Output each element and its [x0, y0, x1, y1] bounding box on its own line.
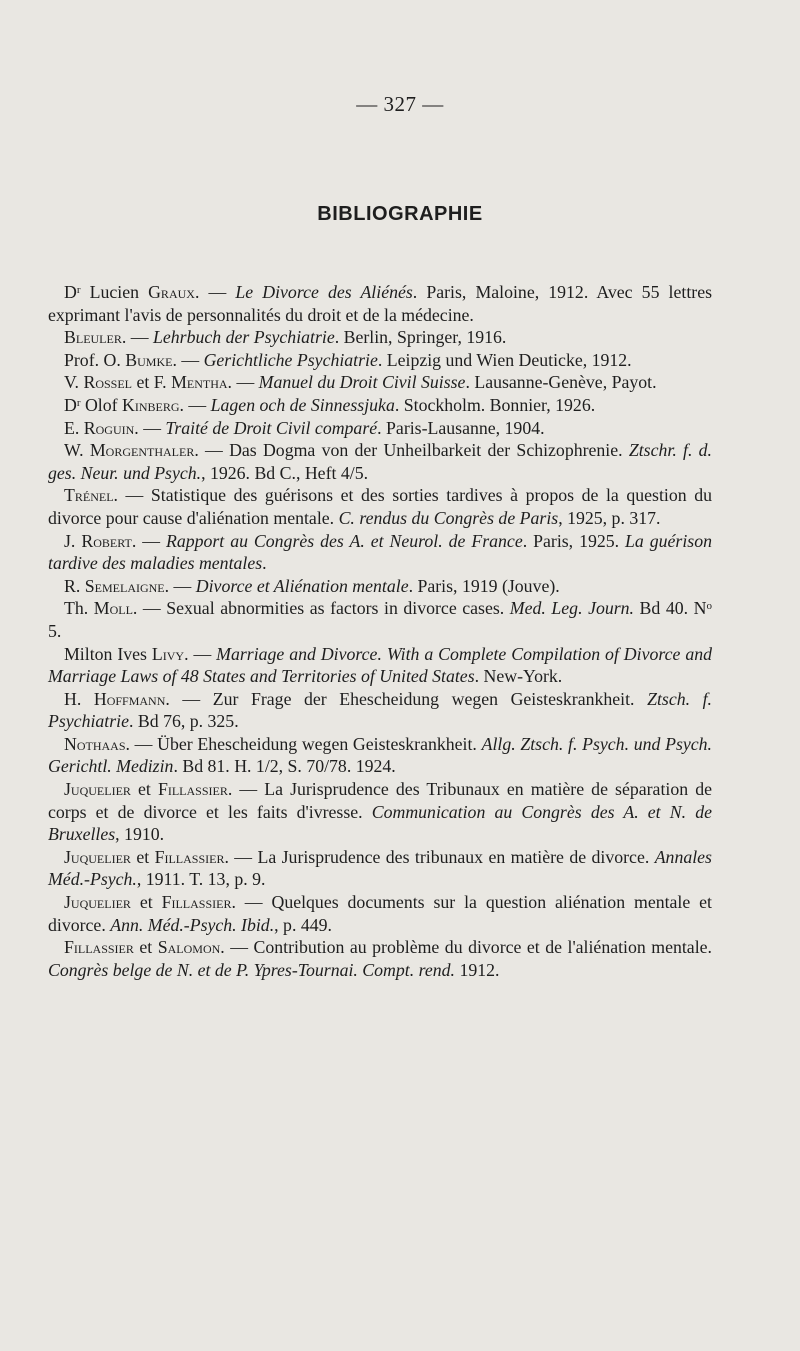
author-name: Robert: [81, 530, 132, 551]
bibliography-entry: [48, 371, 712, 394]
work-title: Lehrbuch der Psychiatrie: [152, 327, 335, 348]
author-name: Graux: [148, 282, 195, 302]
entry-text: D: [64, 394, 77, 415]
entry-text: . —: [179, 394, 211, 415]
work-title: Rapport au Congrès des A. et Neurol. de France: [165, 530, 523, 551]
entry-text: Prof. O.: [64, 349, 126, 370]
work-title: Gerichtliche Psychiatrie: [203, 349, 378, 370]
work-title: Annales Méd.-Psych.: [48, 846, 712, 890]
bibliography-entry: [48, 349, 712, 372]
entry-text: . Bd 76, p. 325.: [128, 711, 239, 732]
entry-text: , 1925, p. 317.: [558, 507, 661, 528]
entry-text: . —: [194, 282, 236, 302]
superscript: o: [706, 600, 712, 613]
author-name: Fillassier: [64, 937, 134, 958]
work-title: La guérison tardive des maladies mentales: [48, 530, 712, 574]
author-name: Morgenthaler: [89, 440, 195, 461]
work-title: Traité de Droit Civil comparé: [165, 417, 378, 438]
bibliography-entry: [48, 326, 712, 349]
bibliography-entry: [48, 575, 712, 598]
entry-text: . — Quelques documents sur la question aliénation mentale et divorce.: [48, 892, 712, 935]
work-title: Ann. Méd.-Psych. Ibid.: [110, 914, 275, 935]
author-name: Rossel: [83, 372, 132, 393]
entry-text: Olof: [80, 394, 122, 415]
bibliography-list: [48, 281, 712, 981]
bibliography-entry: [48, 417, 712, 440]
author-name: Trénel: [64, 485, 114, 506]
entry-text: . Paris, 1919 (Jouve).: [408, 575, 560, 596]
bibliography-entry: [48, 688, 712, 733]
work-title: Le Divorce des Aliénés: [235, 282, 413, 302]
entry-text: . Bd 81. H. 1/2, S. 70/78. 1924.: [173, 756, 396, 777]
bibliography-entry: [48, 936, 712, 981]
author-name: Kinberg: [122, 394, 180, 415]
bibliography-entry: [48, 439, 712, 484]
entry-text: . Lausanne-Genève, Payot.: [465, 372, 657, 393]
author-name: Fillassier: [161, 892, 232, 913]
entry-text: . — Das Dogma von der Unheilbarkeit der Schizophrenie.: [194, 440, 629, 461]
work-title: Allg. Ztsch. f. Psych. und Psych. Gerichtl. Medizin: [48, 733, 712, 777]
entry-text: . — Über Ehescheidung wegen Geisteskrankheit.: [125, 733, 482, 754]
author-name: Juquelier: [64, 892, 131, 913]
entry-text: Th.: [64, 598, 94, 619]
entry-text: , p. 449.: [274, 914, 332, 935]
work-title: Lagen och de Sinnessjuka: [210, 394, 395, 415]
author-name: Hoffmann: [93, 688, 166, 709]
section-heading: BIBLIOGRAPHIE: [317, 203, 483, 225]
entry-text: H.: [64, 688, 94, 709]
author-name: Fillassier: [157, 779, 228, 800]
work-title: Manuel du Droit Civil Suisse: [258, 372, 466, 393]
entry-text: J.: [64, 530, 82, 551]
entry-text: .: [262, 553, 267, 574]
entry-text: . — La Jurisprudence des Tribunaux en matière de séparation de corps et de divorce et les faits d'ivresse.: [48, 779, 712, 822]
work-title: Ztsch. f. Psychiatrie: [48, 688, 713, 732]
entry-text: . Stockholm. Bonnier, 1926.: [394, 394, 596, 415]
author-name: Juquelier: [64, 779, 131, 800]
entry-text: . —: [184, 643, 217, 664]
bibliography-entry: [48, 394, 712, 417]
author-name: Livy: [151, 643, 185, 664]
entry-text: . —: [121, 327, 153, 348]
entry-text: . — La Jurisprudence des tribunaux en matière de divorce.: [224, 846, 655, 867]
work-title: Divorce et Aliénation mentale: [195, 575, 409, 596]
author-name: Fillassier: [154, 846, 225, 867]
entry-text: et: [133, 937, 158, 958]
entry-text: Bd 40. N: [634, 598, 707, 619]
entry-text: et: [130, 892, 162, 913]
author-name: Moll: [93, 598, 133, 619]
entry-text: . —: [172, 349, 204, 370]
entry-text: E.: [64, 417, 84, 438]
entry-text: et: [130, 779, 158, 800]
entry-text: Milton Ives: [64, 643, 152, 664]
bibliography-entry: [48, 778, 712, 846]
author-name: Salomon: [157, 937, 221, 958]
entry-text: . — Zur Frage der Ehescheidung wegen Geisteskrankheit.: [165, 688, 648, 709]
entry-text: . — Sexual abnormities as factors in divorce cases.: [132, 598, 510, 619]
author-name: Bleuler: [64, 327, 122, 348]
work-title: C. rendus du Congrès de Paris: [338, 507, 559, 528]
work-title: Communication au Congrès des A. et N. de Bruxelles: [48, 801, 713, 845]
entry-text: . Berlin, Springer, 1916.: [334, 327, 507, 348]
entry-text: , 1926. Bd C., Heft 4/5.: [201, 462, 369, 483]
bibliography-entry: [48, 484, 712, 529]
bibliography-entry: [48, 846, 712, 891]
entry-text: . —: [134, 417, 166, 438]
author-name: Semelaigne: [84, 575, 165, 596]
entry-text: et F.: [132, 372, 172, 393]
entry-text: . — Contribution au problème du divorce et de l'aliénation mentale.: [220, 937, 712, 958]
entry-text: . —: [131, 530, 166, 551]
entry-text: , 1910.: [115, 824, 165, 845]
bibliography-entry: [48, 733, 712, 778]
bibliography-entry: [48, 530, 712, 575]
entry-text: . —: [164, 575, 196, 596]
author-name: Mentha: [171, 372, 228, 393]
entry-text: et: [130, 846, 155, 867]
entry-text: V.: [64, 372, 84, 393]
bibliography-entry: [48, 281, 712, 326]
page-number: — 327 —: [356, 92, 444, 116]
bibliography-entry: [48, 891, 712, 936]
entry-text: 5.: [48, 620, 62, 641]
work-title: Ztschr. f. d. ges. Neur. und Psych.: [48, 440, 712, 483]
work-title: Congrès belge de N. et de P. Ypres-Tournai. Compt. rend.: [48, 959, 456, 980]
superscript: r: [76, 396, 81, 409]
bibliography-entry: [48, 597, 712, 642]
entry-text: . —: [227, 372, 259, 393]
work-title: Med. Leg. Journ.: [509, 598, 634, 619]
entry-text: . New-York.: [474, 666, 563, 687]
author-name: Juquelier: [64, 846, 131, 867]
author-name: Roguin: [83, 417, 135, 438]
entry-text: . Leipzig und Wien Deuticke, 1912.: [377, 349, 632, 370]
entry-text: 1912.: [455, 959, 500, 980]
entry-text: . — Statistique des guérisons et des sorties tardives à propos de la question du divorce pour cause d'aliénation mentale.: [48, 485, 712, 528]
entry-text: , 1911. T. 13, p. 9.: [136, 869, 266, 890]
superscript: r: [76, 284, 81, 296]
bibliography-entry: [48, 643, 712, 688]
entry-text: D: [64, 282, 77, 302]
author-name: Nothaas: [64, 733, 126, 754]
author-name: Bumke: [125, 349, 173, 370]
entry-text: . Paris-Lausanne, 1904.: [377, 417, 545, 438]
entry-text: W.: [64, 440, 90, 461]
entry-text: Lucien: [80, 282, 149, 302]
entry-text: R.: [64, 575, 85, 596]
entry-text: . Paris, Maloine, 1912. Avec 55 lettres exprimant l'avis de personnalités du droit et de la médecine.: [48, 282, 713, 325]
entry-text: . Paris, 1925.: [522, 530, 626, 551]
work-title: Marriage and Divorce. With a Complete Compilation of Divorce and Marriage Laws of 48 States and Territories of United States: [48, 643, 712, 687]
